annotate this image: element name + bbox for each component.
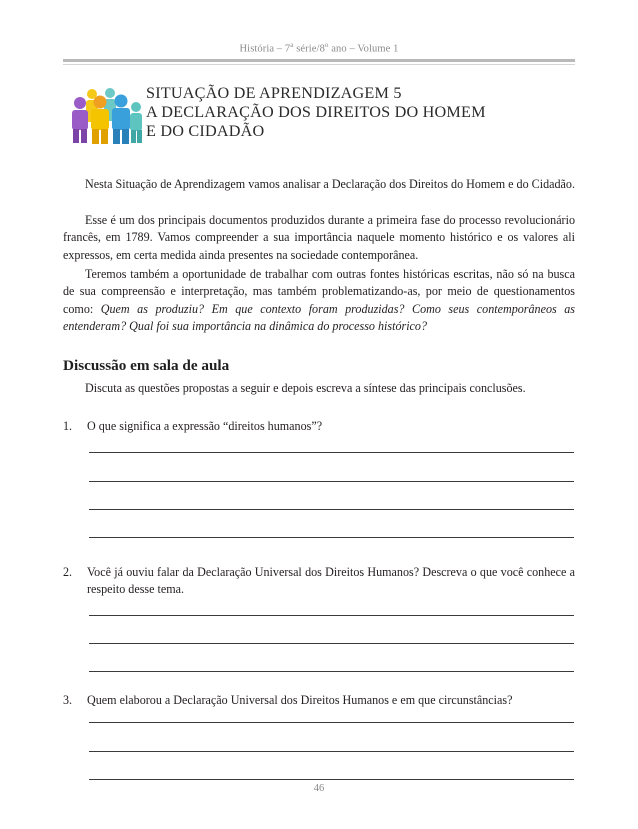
page-number: 46 bbox=[313, 783, 325, 794]
answer-line[interactable] bbox=[89, 643, 574, 644]
intro-paragraph-3: Teremos também a oportunidade de trabalhar com outras fontes históricas escritas, não só na busca de sua compreensão e interpretação, mas também problematizando-as, por meio de questionamentos como: Quem as produziu? Em que contexto foram produzidas? Como seus contemporâneos as entenderam? Qual foi sua importância na dinâmica do processo histórico? bbox=[63, 267, 575, 334]
question-number: 2. bbox=[63, 565, 73, 579]
question-text: O que significa a expressão “direitos humanos”? bbox=[87, 419, 323, 433]
section-instruction: Discuta as questões propostas a seguir e depois escreva a síntese das principais conclusões. bbox=[85, 381, 526, 395]
running-header: História – 7$^a$ série/8$^o$ ano – Volume 1 bbox=[239, 41, 399, 55]
answer-line[interactable] bbox=[89, 779, 574, 780]
title-line-2: A DECLARAÇÃO DOS DIREITOS DO HOMEM bbox=[146, 103, 486, 121]
question-number: 3. bbox=[63, 693, 73, 707]
question-text: Você já ouviu falar da Declaração Universal dos Direitos Humanos? Descreva o que você conhece a respeito desse tema. bbox=[87, 565, 575, 597]
answer-line[interactable] bbox=[89, 751, 574, 752]
answer-line[interactable] bbox=[89, 509, 574, 510]
intro-paragraph-1: Nesta Situação de Aprendizagem vamos analisar a Declaração dos Direitos do Homem e do Cidadão. bbox=[85, 177, 575, 191]
question-2 bbox=[63, 564, 575, 599]
section-title: Discussão em sala de aula bbox=[63, 357, 230, 374]
answer-line[interactable] bbox=[89, 722, 574, 723]
header-rule-thin bbox=[63, 64, 575, 65]
title-line-1: SITUAÇÃO DE APRENDIZAGEM 5 bbox=[146, 84, 402, 102]
answer-line[interactable] bbox=[89, 452, 574, 453]
question-3 bbox=[63, 692, 575, 709]
question-1 bbox=[63, 418, 575, 435]
people-group-icon bbox=[66, 85, 144, 145]
answer-line[interactable] bbox=[89, 537, 574, 538]
answer-line[interactable] bbox=[89, 481, 574, 482]
question-number: 1. bbox=[63, 419, 73, 433]
guiding-questions: Quem as produziu? Em que contexto foram produzidas? Como seus contemporâneos as entenderam? Qual foi sua importância na dinâmica do processo histórico? bbox=[63, 301, 575, 334]
question-text: Quem elaborou a Declaração Universal dos Direitos Humanos e em que circunstâncias? bbox=[87, 693, 513, 707]
title-line-3: E DO CIDADÃO bbox=[146, 122, 265, 140]
header-rule bbox=[63, 59, 575, 62]
answer-line[interactable] bbox=[89, 671, 574, 672]
answer-line[interactable] bbox=[89, 615, 574, 616]
page-title bbox=[146, 84, 576, 141]
intro-paragraph-2: Esse é um dos principais documentos produzidos durante a primeira fase do processo revolucionário francês, em 1789. Vamos compreender a sua importância naquele momento histórico e os valores ali expressos, em certa medida ainda presentes na sociedade contemporânea. bbox=[63, 213, 575, 262]
